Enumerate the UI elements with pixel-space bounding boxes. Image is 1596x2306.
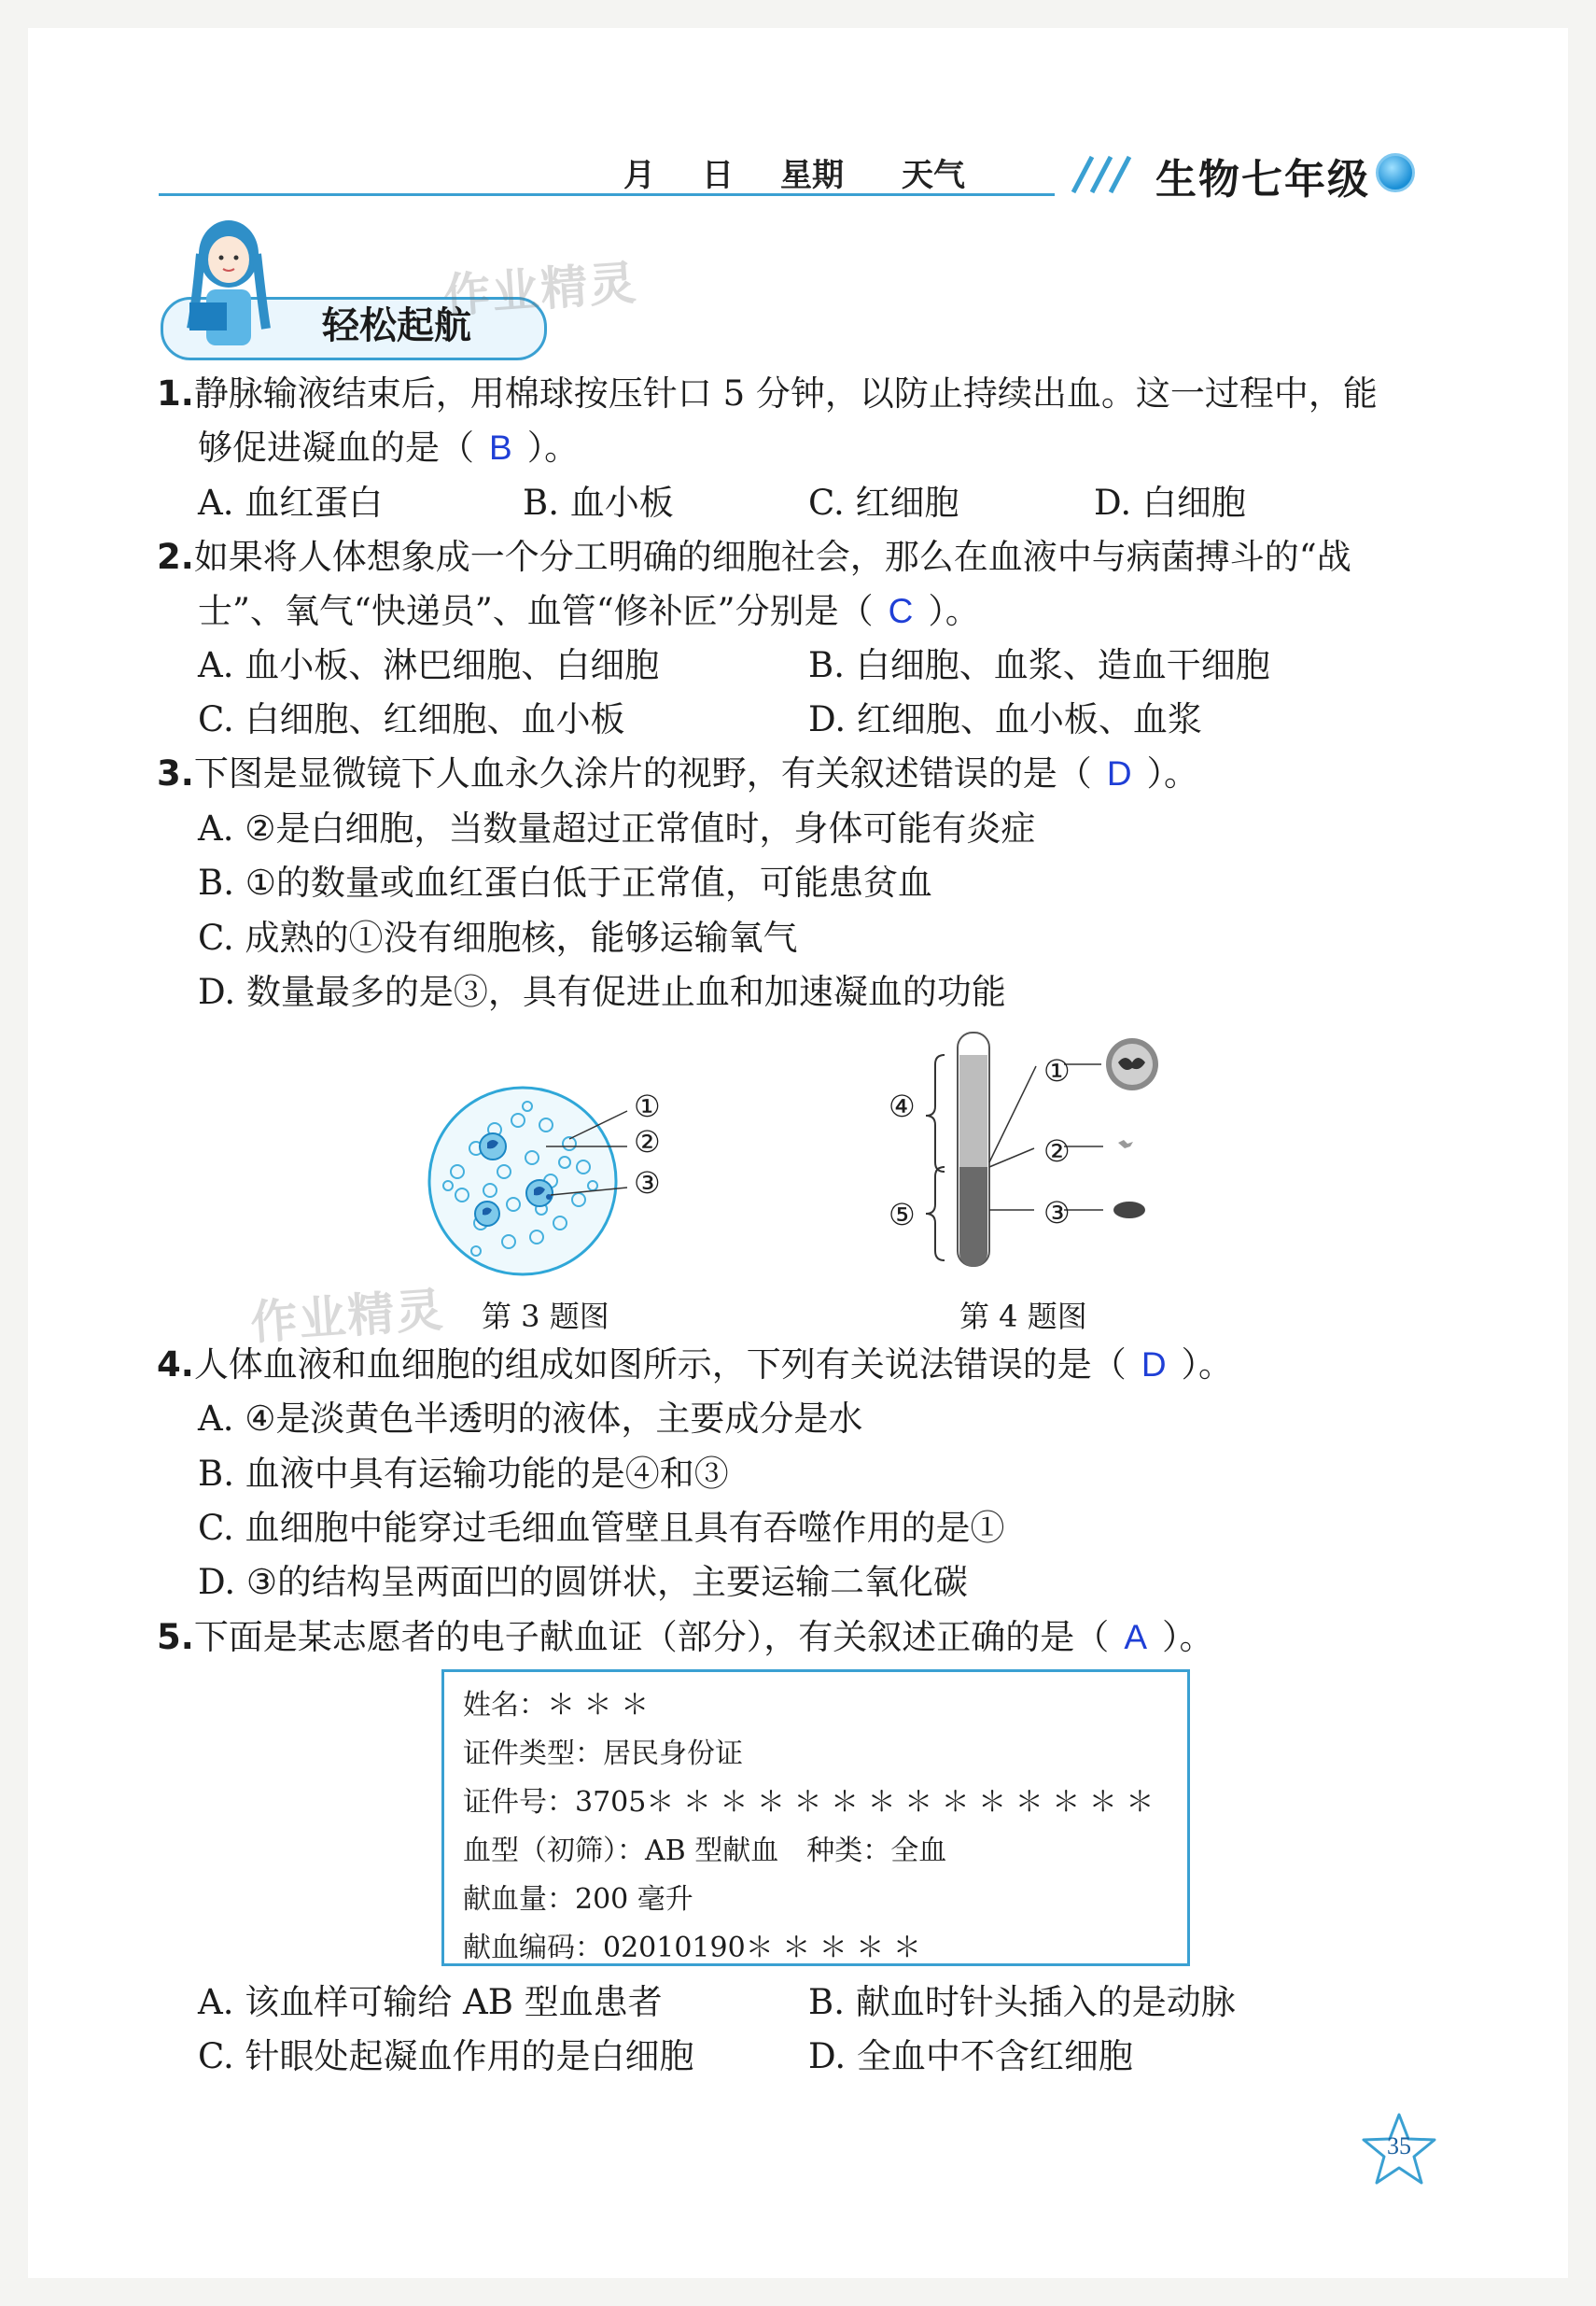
q4-option-c: C. 血细胞中能穿过毛细血管壁且具有吞噬作用的是① xyxy=(198,1508,1005,1548)
q3-stem-end: ）。 xyxy=(1146,753,1199,794)
q2-option-d: D. 红细胞、血小板、血浆 xyxy=(808,699,1202,739)
card-id-type: 证件类型：居民身份证 xyxy=(463,1737,743,1770)
q2-stem: 如果将人体想象成一个分工明确的细胞社会，那么在血液中与病菌搏斗的“战 xyxy=(193,537,1351,577)
student-illustration-icon xyxy=(173,217,285,357)
header-weekday: 星期 xyxy=(780,157,844,194)
watermark: 作业精灵 xyxy=(441,255,640,324)
q2-number: 2. xyxy=(157,537,194,577)
q3-line1 xyxy=(157,747,1198,801)
q3-option-d: D. 数量最多的是③，具有促进止血和加速凝血的功能 xyxy=(198,972,1006,1012)
q1-option-d: D. 白细胞 xyxy=(1094,483,1246,523)
header-subject: 生物七年级 xyxy=(1155,156,1370,204)
q3-stem: 下图是显微镜下人血永久涂片的视野，有关叙述错误的是（ xyxy=(193,753,1092,794)
header-month: 月 xyxy=(623,157,655,194)
section-title: 轻松起航 xyxy=(322,304,471,347)
q2-option-c: C. 白细胞、红细胞、血小板 xyxy=(198,699,625,739)
q4-line1 xyxy=(157,1338,1233,1392)
q3-option-b: B. ①的数量或血红蛋白低于正常值，可能患贫血 xyxy=(198,863,932,903)
q3-answer: D xyxy=(1106,754,1132,793)
q5-stem-end: ）。 xyxy=(1162,1617,1214,1657)
q4-option-d: D. ③的结构呈两面凹的圆饼状，主要运输二氧化碳 xyxy=(198,1562,969,1602)
card-name: 姓名：＊ ＊ ＊ xyxy=(463,1689,650,1722)
fig4-test-tube xyxy=(887,1027,1176,1279)
q5-number: 5. xyxy=(157,1617,194,1657)
q5-option-a: A. 该血样可输给 AB 型血患者 xyxy=(198,1982,663,2022)
fig4-label-5: ⑤ xyxy=(889,1197,916,1232)
card-code: 献血编码：02010190＊ ＊ ＊ ＊ ＊ xyxy=(463,1932,921,1964)
q2-answer: C xyxy=(888,592,914,630)
header-slash-icon xyxy=(1064,149,1139,196)
q4-number: 4. xyxy=(157,1344,194,1385)
q2-stem-end: ）。 xyxy=(928,591,980,631)
q1-stem: 静脉输液结束后，用棉球按压针口 5 分钟，以防止持续出血。这一过程中，能 xyxy=(193,373,1378,414)
blood-donation-card xyxy=(441,1669,1190,1966)
q1-option-b: B. 血小板 xyxy=(523,483,674,523)
q2-line1 xyxy=(157,530,1351,584)
q1-option-a: A. 血红蛋白 xyxy=(198,483,384,523)
q4-answer: D xyxy=(1141,1345,1167,1384)
q5-stem: 下面是某志愿者的电子献血证（部分），有关叙述正确的是（ xyxy=(193,1617,1110,1657)
q3-option-c: C. 成熟的①没有细胞核，能够运输氧气 xyxy=(198,918,798,958)
header-dot-icon xyxy=(1376,153,1415,192)
fig4-label-2: ② xyxy=(1043,1133,1071,1169)
fig3-label-2: ② xyxy=(634,1124,661,1160)
q4-option-a: A. ④是淡黄色半透明的液体，主要成分是水 xyxy=(198,1399,863,1439)
q2-stem-cont: 士”、氧气“快递员”、血管“修补匠”分别是（ xyxy=(198,591,874,631)
header-weather: 天气 xyxy=(902,157,965,194)
fig4-label-3: ③ xyxy=(1043,1195,1071,1230)
fig4-caption: 第 4 题图 xyxy=(959,1299,1087,1334)
watermark-2: 作业精灵 xyxy=(248,1282,447,1351)
q5-answer: A xyxy=(1124,1618,1147,1656)
q4-stem-end: ）。 xyxy=(1181,1344,1234,1385)
card-blood-type: 血型（初筛）：AB 型献血 种类：全血 xyxy=(463,1835,947,1867)
q1-line1 xyxy=(157,367,1378,421)
q2-line2 xyxy=(198,584,980,639)
card-volume: 献血量：200 毫升 xyxy=(463,1883,693,1916)
q1-number: 1. xyxy=(157,373,194,414)
q1-option-c: C. 红细胞 xyxy=(808,483,959,523)
q2-option-b: B. 白细胞、血浆、造血干细胞 xyxy=(808,645,1270,685)
q1-line2 xyxy=(198,421,579,475)
fig4-label-4: ④ xyxy=(889,1089,916,1124)
q5-option-b: B. 献血时针头插入的是动脉 xyxy=(808,1982,1236,2022)
fig3-label-1: ① xyxy=(634,1089,661,1124)
fig3-label-3: ③ xyxy=(634,1165,661,1201)
q4-option-b: B. 血液中具有运输功能的是④和③ xyxy=(198,1454,729,1494)
q2-option-a: A. 血小板、淋巴细胞、白细胞 xyxy=(198,645,660,685)
q5-option-c: C. 针眼处起凝血作用的是白细胞 xyxy=(198,2036,694,2076)
fig3-caption: 第 3 题图 xyxy=(482,1299,609,1334)
q1-stem-cont: 够促进凝血的是（ xyxy=(198,428,474,468)
header-day: 日 xyxy=(702,157,734,194)
fig4-label-1: ① xyxy=(1043,1053,1071,1089)
header-rule xyxy=(159,193,1055,196)
q1-answer: B xyxy=(489,429,512,467)
q3-number: 3. xyxy=(157,753,194,794)
q1-stem-end: ）。 xyxy=(526,428,580,468)
card-id-number: 证件号：3705＊ ＊ ＊ ＊ ＊ ＊ ＊ ＊ ＊ ＊ ＊ ＊ ＊ ＊ xyxy=(463,1786,1155,1819)
page-number: 35 xyxy=(1387,2132,1411,2159)
q3-option-a: A. ②是白细胞，当数量超过正常值时，身体可能有炎症 xyxy=(198,809,1036,849)
q5-option-d: D. 全血中不含红细胞 xyxy=(808,2036,1133,2076)
q4-stem: 人体血液和血细胞的组成如图所示，下列有关说法错误的是（ xyxy=(193,1344,1127,1385)
q5-line1 xyxy=(157,1610,1214,1665)
